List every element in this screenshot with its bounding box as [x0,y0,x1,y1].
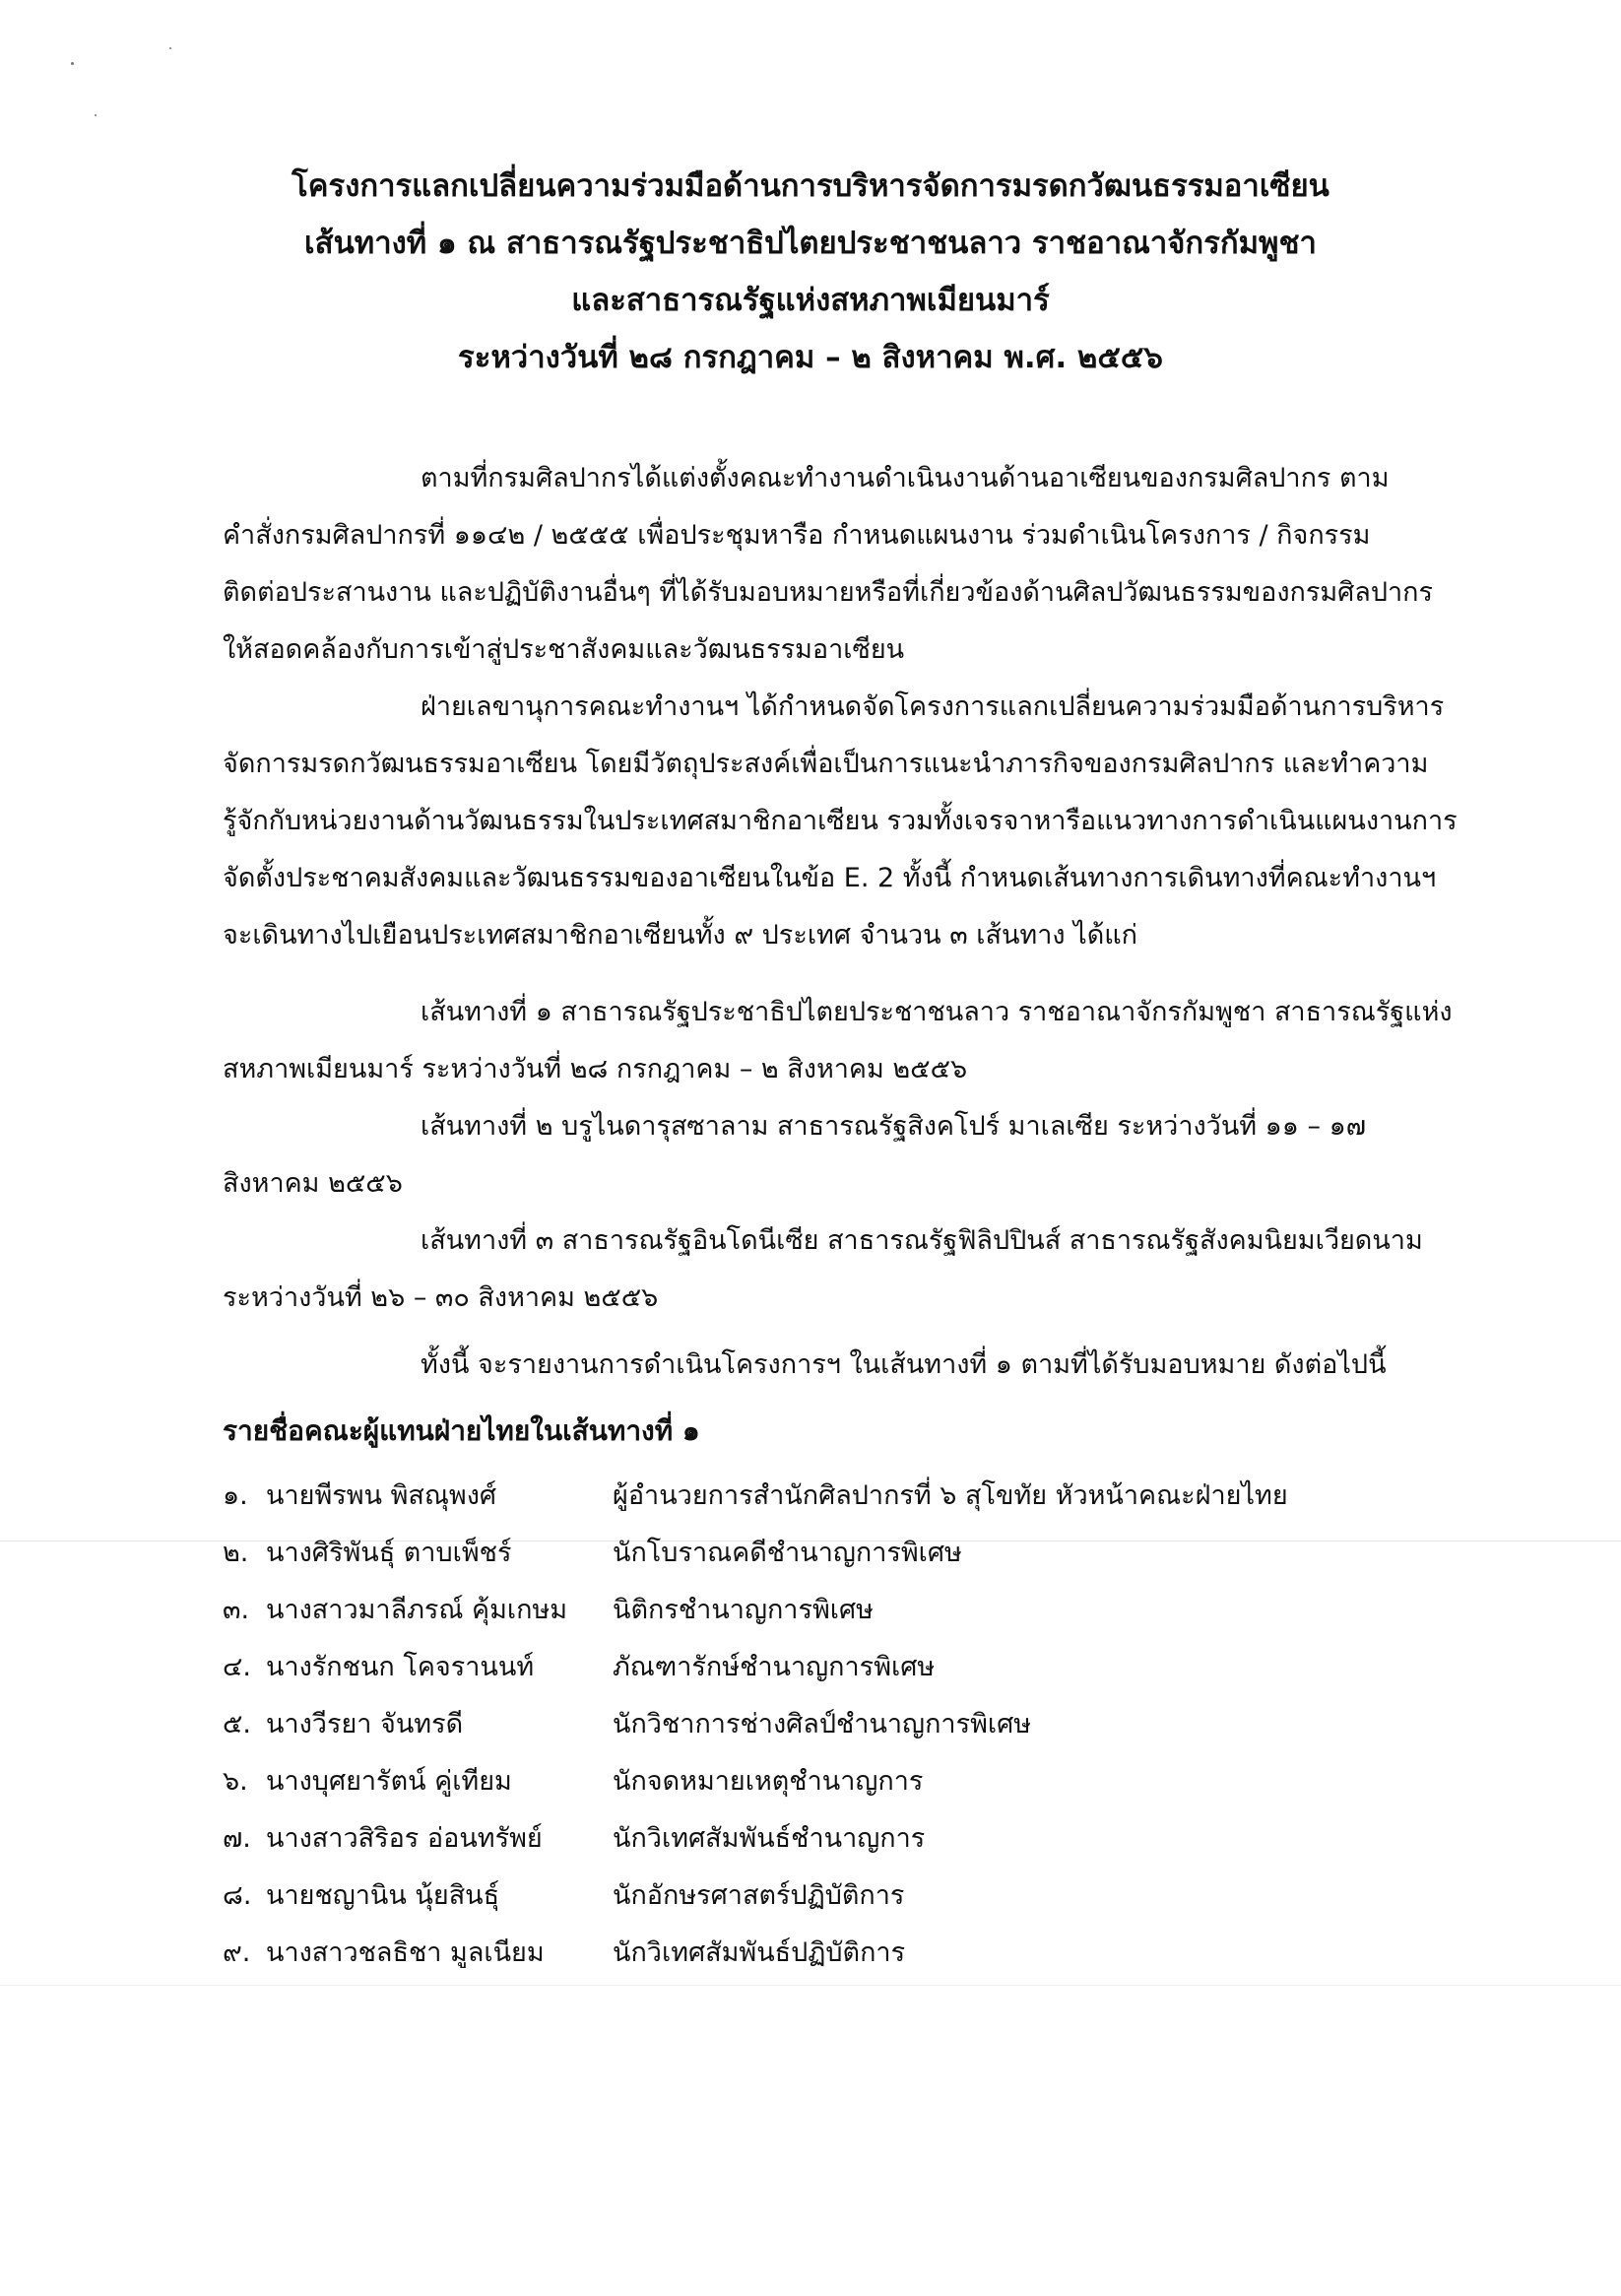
member-number: ๕. [223,1709,252,1739]
member-name: นางสาวมาลีภรณ์ คุ้มเกษม [266,1595,568,1625]
route-1-line-2: สหภาพเมียนมาร์ ระหว่างวันที่ ๒๘ กรกฎาคม – ๒ สิงหาคม ๒๕๕๖ [223,1054,968,1084]
route-2-line-2: สิงหาคม ๒๕๕๖ [223,1168,403,1199]
list-item [223,1582,1454,1639]
member-role: ภัณฑารักษ์ชำนาญการพิเศษ [613,1652,936,1682]
paragraph-1-line-3: ติดต่อประสานงาน และปฏิบัติงานอื่นๆ ที่ได้รับมอบหมายหรือที่เกี่ยวข้องด้านศิลปวัฒนธรรมของกรมศิลปากร [223,577,1434,608]
members-heading: รายชื่อคณะผู้แทนฝ่ายไทยในเส้นทางที่ ๑ [223,1414,700,1447]
member-role: นักวิเทศสัมพันธ์ปฏิบัติการ [613,1937,906,1968]
member-number: ๑. [223,1480,248,1511]
member-name: นางสาวสิริอร อ่อนทรัพย์ [266,1823,543,1854]
member-role: นักวิชาการช่างศิลป์ชำนาญการพิเศษ [613,1709,1032,1739]
list-item [223,1468,1454,1525]
member-number: ๖. [223,1766,248,1797]
title-line-2: เส้นทางที่ ๑ ณ สาธารณรัฐประชาธิปไตยประชาชนลาว ราชอาณาจักรกัมพูชา [304,226,1317,261]
member-name: นางบุศยารัตน์ คู่เทียม [266,1766,512,1797]
member-role: นักโบราณคดีชำนาญการพิเศษ [613,1538,962,1568]
member-name: นางรักชนก โคจรานนท์ [266,1652,535,1682]
member-name: นางศิริพันธุ์ ตาบเพ็ชร์ [266,1538,512,1568]
paragraph-2-line-4: จัดตั้งประชาคมสังคมและวัฒนธรรมของอาเซียนในข้อ E. 2 ทั้งนี้ กำหนดเส้นทางการเดินทางที่คณะทำงานฯ [223,863,1437,893]
paragraph-2-line-3: รู้จักกับหน่วยงานด้านวัฒนธรรมในประเทศสมาชิกอาเซียน รวมทั้งเจรจาหารือแนวทางการดำเนินแผนงานการ [223,806,1458,836]
member-name: นายพีรพน พิสณุพงศ์ [266,1480,497,1511]
member-role: นักอักษรศาสตร์ปฏิบัติการ [613,1880,905,1911]
route-2-line-1: เส้นทางที่ ๒ บรูไนดารุสซาลาม สาธารณรัฐสิงคโปร์ มาเลเซีย ระหว่างวันที่ ๑๑ – ๑๗ [421,1111,1367,1142]
member-role: นิติกรชำนาญการพิเศษ [613,1595,874,1625]
paragraph-1-line-1: ตามที่กรมศิลปากรได้แต่งตั้งคณะทำงานดำเนินงานด้านอาเซียนของกรมศิลปากร ตาม [421,463,1390,493]
route-3-line-1: เส้นทางที่ ๓ สาธารณรัฐอินโดนีเซีย สาธารณรัฐฟิลิปปินส์ สาธารณรัฐสังคมนิยมเวียดนาม [421,1225,1423,1256]
paragraph-1-line-2: คำสั่งกรมศิลปากรที่ ๑๑๔๒ / ๒๕๕๕ เพื่อประชุมหารือ กำหนดแผนงาน ร่วมดำเนินโครงการ / กิจกรรม [223,520,1371,551]
members-list [223,1468,1454,1982]
member-name: นายชญานิน นุ้ยสินธุ์ [266,1880,500,1911]
paragraph-2-line-2: จัดการมรดกวัฒนธรรมอาเซียน โดยมีวัตถุประสงค์เพื่อเป็นการแนะนำภารกิจของกรมศิลปากร และทำความ [223,749,1429,779]
paragraph-2-line-5: จะเดินทางไปเยือนประเทศสมาชิกอาเซียนทั้ง ๙ ประเทศ จำนวน ๓ เส้นทาง ได้แก่ [223,920,1137,951]
list-item [223,1868,1454,1925]
scan-line [0,1985,1621,1986]
list-item [223,1696,1454,1753]
list-item [223,1925,1454,1982]
member-role: นักจดหมายเหตุชำนาญการ [613,1766,924,1797]
list-item [223,1639,1454,1696]
route-1-line-1: เส้นทางที่ ๑ สาธารณรัฐประชาธิปไตยประชาชนลาว ราชอาณาจักรกัมพูชา สาธารณรัฐแห่ง [421,997,1453,1027]
document-title [197,158,1424,386]
title-line-1: โครงการแลกเปลี่ยนความร่วมมือด้านการบริหารจัดการมรดกวัฒนธรรมอาเซียน [292,168,1329,204]
member-number: ๗. [223,1823,251,1854]
member-role: ผู้อำนวยการสำนักศิลปากรที่ ๖ สุโขทัย หัวหน้าคณะฝ่ายไทย [613,1480,1288,1511]
route-3-line-2: ระหว่างวันที่ ๒๖ – ๓๐ สิงหาคม ๒๕๕๖ [223,1282,659,1313]
list-item [223,1753,1454,1810]
member-name: นางวีรยา จันทรดี [266,1709,464,1739]
member-number: ๘. [223,1880,252,1911]
member-number: ๓. [223,1595,250,1625]
list-item [223,1810,1454,1868]
list-item [223,1525,1454,1582]
member-role: นักวิเทศสัมพันธ์ชำนาญการ [613,1823,926,1854]
title-line-4: ระหว่างวันที่ ๒๘ กรกฎาคม – ๒ สิงหาคม พ.ศ. ๒๕๕๖ [458,340,1163,375]
title-line-3: และสาธารณรัฐแห่งสหภาพเมียนมาร์ [571,283,1050,318]
member-number: ๔. [223,1652,252,1682]
member-name: นางสาวชลธิชา มูลเนียม [266,1937,545,1968]
scan-speck [169,47,171,49]
closing-statement: ทั้งนี้ จะรายงานการดำเนินโครงการฯ ในเส้นทางที่ ๑ ตามที่ได้รับมอบหมาย ดังต่อไปนี้ [421,1349,1387,1380]
member-number: ๒. [223,1538,249,1568]
scan-speck [95,114,97,116]
member-number: ๙. [223,1937,251,1968]
scan-speck [71,62,74,65]
paragraph-1-line-4: ให้สอดคล้องกับการเข้าสู่ประชาสังคมและวัฒนธรรมอาเซียน [223,634,905,665]
paragraph-2-line-1: ฝ่ายเลขานุการคณะทำงานฯ ได้กำหนดจัดโครงการแลกเปลี่ยนความร่วมมือด้านการบริหาร [421,691,1445,722]
